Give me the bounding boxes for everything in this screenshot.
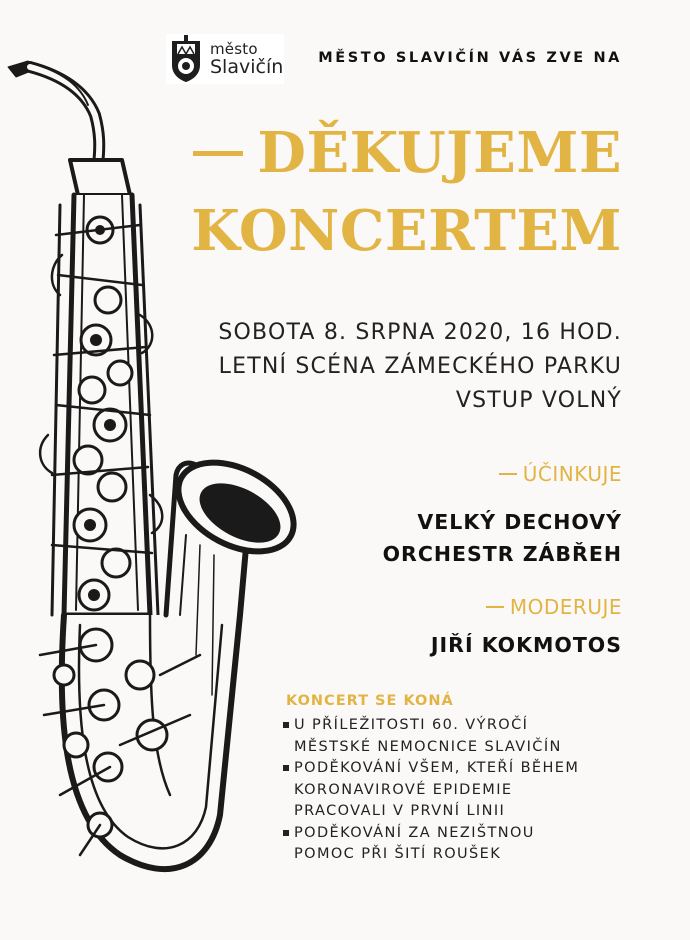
performing-label-text: ÚČINKUJE xyxy=(522,462,622,486)
performing-dash xyxy=(499,473,517,475)
performer-name xyxy=(383,506,622,570)
bullet-1-line-2: MĚSTSKÉ NEMOCNICE SLAVIČÍN xyxy=(294,738,562,755)
event-info xyxy=(218,316,622,418)
concert-label: KONCERT SE KONÁ xyxy=(286,693,454,709)
invite-text: MĚSTO SLAVIČÍN VÁS ZVE NA xyxy=(318,50,622,66)
moderator-text: JIŘÍ KOKMOTOS xyxy=(430,633,622,657)
bullet-2-line-3: PRACOVALI V PRVNÍ LINII xyxy=(294,803,506,819)
title-line-1: DĚKUJEME xyxy=(257,120,622,186)
event-date: SOBOTA 8. SRPNA 2020, 16 HOD. xyxy=(218,320,622,345)
bullet-3-line-2: POMOC PŘI ŠITÍ ROUŠEK xyxy=(294,846,502,862)
list-item xyxy=(282,823,642,866)
moderating-dash xyxy=(486,606,504,608)
moderating-label-text: MODERUJE xyxy=(509,595,622,619)
bullet-3-line-1: PODĚKOVÁNÍ ZA NEZIŠTNOU xyxy=(294,824,535,841)
performer-line-1: VELKÝ DECHOVÝ xyxy=(417,510,622,534)
title-dash xyxy=(193,151,243,156)
concert-reasons-list xyxy=(282,715,642,866)
logo-line-2: Slavičín xyxy=(210,55,284,78)
logo-line-1: město xyxy=(210,39,258,58)
title-line-2: KONCERTEM xyxy=(191,198,622,264)
event-title xyxy=(191,114,622,270)
event-entry: VSTUP VOLNÝ xyxy=(455,388,622,413)
event-place: LETNÍ SCÉNA ZÁMECKÉHO PARKU xyxy=(218,354,622,379)
bullet-2-line-1: PODĚKOVÁNÍ VŠEM, KTEŘÍ BĚHEM xyxy=(294,760,580,776)
bullet-1-line-1: U PŘÍLEŽITOSTI 60. VÝROČÍ xyxy=(294,717,529,733)
moderating-label xyxy=(486,595,622,619)
bullet-2-line-2: KORONAVIROVÉ EPIDEMIE xyxy=(294,781,513,798)
city-logo xyxy=(166,34,284,84)
moderator-name xyxy=(431,629,622,661)
list-item xyxy=(282,758,642,823)
list-item xyxy=(282,715,642,758)
performer-line-2: ORCHESTR ZÁBŘEH xyxy=(382,542,622,566)
performing-label xyxy=(499,462,622,486)
city-crest-icon xyxy=(168,35,204,83)
